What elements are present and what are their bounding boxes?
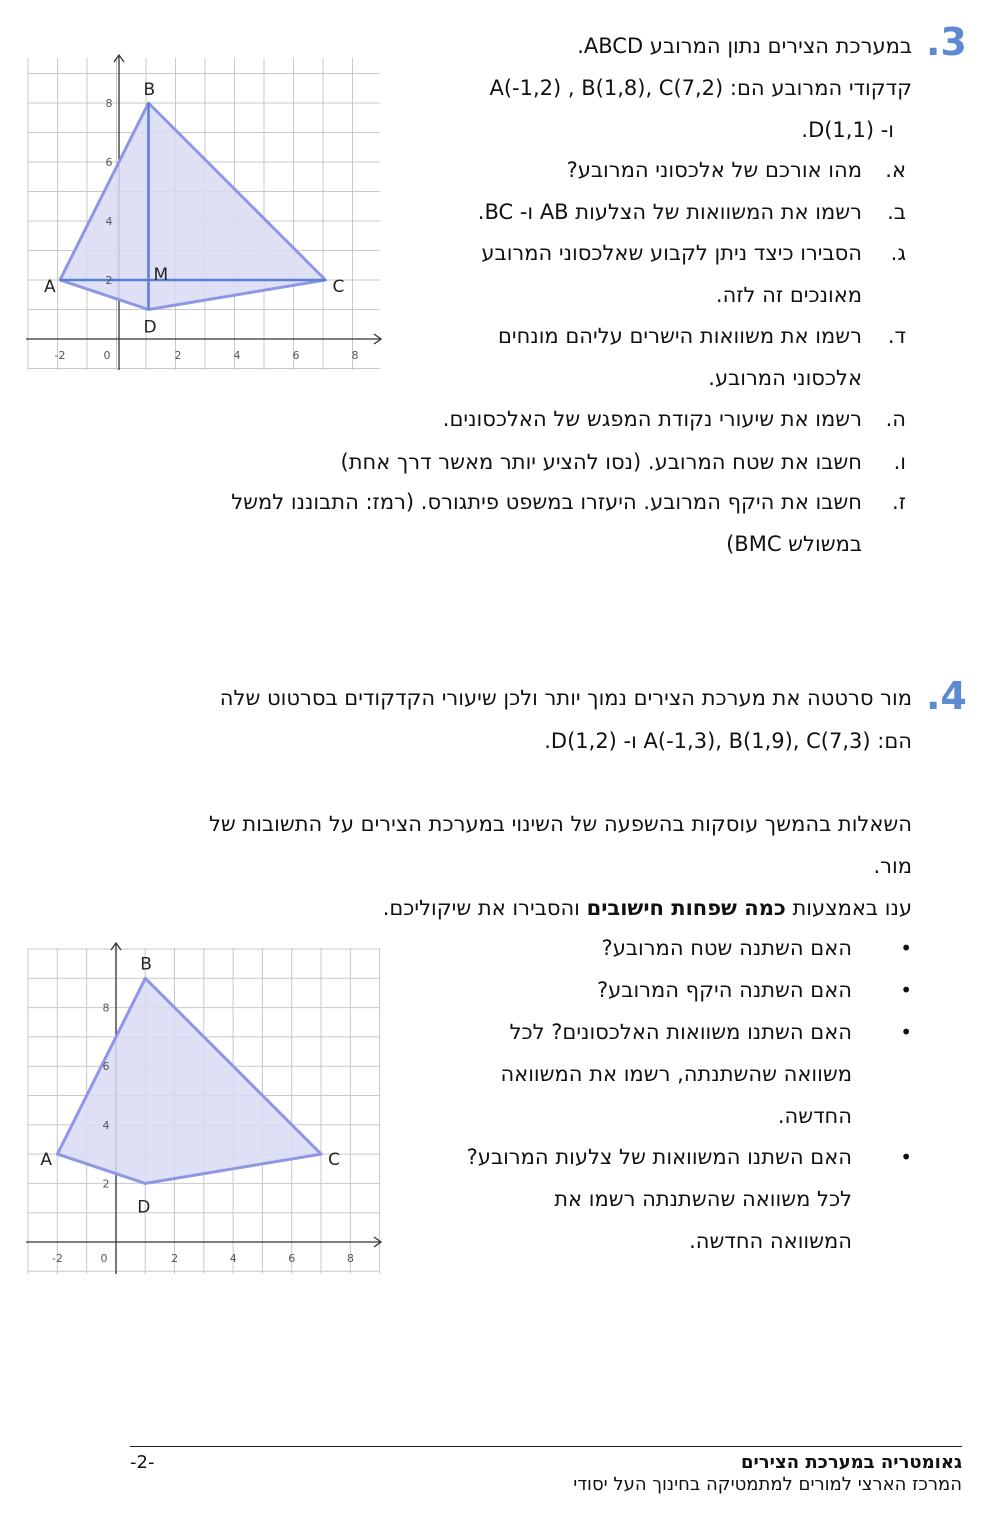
- q4-bullet-1: [312, 936, 912, 978]
- vertex-label-a: A: [44, 277, 56, 297]
- item-text: חשבו את היקף המרובע. היעזרו במשפט פיתגורס. (רמז: התבוננו למשל: [231, 490, 862, 514]
- x-tick-label: 6: [292, 349, 300, 362]
- footer-divider: [130, 1446, 962, 1447]
- item-mark: ה.: [885, 407, 906, 431]
- instructions-bold: כמה שפחות חישובים: [586, 896, 786, 920]
- q3-intro-line2: קדקודי המרובע הם: A(-1,2) , B(1,8), C(7,2): [489, 76, 912, 100]
- question-number-3: .3: [926, 20, 967, 64]
- vertex-label-c: C: [332, 277, 345, 297]
- page-number: -2-: [130, 1452, 155, 1473]
- q3-intro-line1: במערכת הצירים נתון המרובע ABCD.: [577, 34, 912, 58]
- quadrilateral-abcd: [60, 103, 326, 310]
- q4-coordinate-graph: [22, 940, 384, 1278]
- bullet-text: האם השתנה היקף המרובע?: [597, 978, 852, 1002]
- q4-bullet-4: [312, 1145, 912, 1271]
- q3-item-a: [306, 158, 906, 200]
- bullet-icon: •: [900, 936, 912, 960]
- item-text: רשמו את המשוואות של הצלעות AB ו- BC.: [477, 200, 862, 224]
- vertex-label-a: A: [40, 1150, 53, 1171]
- bullet-icon: •: [900, 1145, 912, 1169]
- q3-item-e: [206, 407, 906, 449]
- bullet-text-cont: לכל משוואה שהשתנתה רשמו את: [554, 1187, 852, 1211]
- q4-bullet-2: [312, 978, 912, 1020]
- question-number-4: .4: [926, 674, 967, 718]
- x-tick-label: 8: [346, 1252, 354, 1265]
- item-mark: ז.: [892, 490, 906, 514]
- y-tick-label: 4: [102, 1118, 110, 1132]
- vertex-label-c: C: [328, 1150, 340, 1171]
- instructions-pre: ענו באמצעות: [785, 896, 912, 920]
- bullet-text-cont: החדשה.: [777, 1104, 852, 1128]
- q4-intro-line1: מור סרטטה את מערכת הצירים נמוך יותר ולכן שיעורי הקדקודים בסרטוט שלה: [219, 686, 912, 710]
- item-mark: ו.: [893, 450, 906, 474]
- item-text: הסבירו כיצד ניתן לקבוע שאלכסוני המרובע: [481, 241, 862, 265]
- bullet-text-cont: המשוואה החדשה.: [689, 1229, 852, 1253]
- item-text-cont: במשולש BMC): [726, 532, 862, 556]
- item-text: רשמו את שיעורי נקודת המפגש של האלכסונים.: [442, 407, 862, 431]
- bullet-icon: •: [900, 1020, 912, 1044]
- vertex-label-d: D: [143, 317, 157, 338]
- vertex-label-b: B: [143, 80, 156, 100]
- q4-intro-line2: הם: A(-1,3), B(1,9), C(7,3) ו- D(1,2).: [544, 729, 912, 753]
- x-tick-label: 4: [229, 1252, 237, 1265]
- y-tick-label: 8: [105, 97, 113, 110]
- q3-coordinate-graph: [22, 52, 384, 374]
- x-tick-label: -2: [54, 349, 66, 362]
- y-tick-label: 8: [102, 1001, 110, 1015]
- y-tick-label: 6: [105, 156, 113, 169]
- vertex-label-b: B: [140, 954, 152, 975]
- item-mark: ד.: [887, 324, 906, 348]
- q4-text-line4: מור.: [873, 854, 912, 878]
- q3-item-c: [306, 241, 906, 325]
- x-tick-label: 4: [233, 349, 241, 362]
- x-tick-label: 0: [100, 1252, 108, 1265]
- quadrilateral-abcd: [57, 978, 321, 1183]
- y-tick-label: 2: [102, 1177, 110, 1191]
- q3-item-d: [306, 324, 906, 408]
- y-tick-label: 6: [102, 1060, 110, 1074]
- x-tick-label: 2: [171, 1252, 179, 1265]
- item-text-cont: אלכסוני המרובע.: [708, 366, 862, 390]
- q4-text-line3: השאלות בהמשך עוסקות בהשפעה של השינוי במערכת הצירים על התשובות של: [208, 812, 912, 836]
- instructions-post: והסבירו את שיקוליכם.: [382, 896, 587, 920]
- q3-intro-line3: ו- D(1,1).: [801, 118, 894, 142]
- x-tick-label: 0: [103, 349, 111, 362]
- bullet-text: האם השתנה שטח המרובע?: [601, 936, 852, 960]
- item-text: רשמו את משוואות הישרים עליהם מונחים: [497, 324, 862, 348]
- bullet-icon: •: [900, 978, 912, 1002]
- footer-title: גאומטריה במערכת הצירים: [740, 1452, 962, 1473]
- x-tick-label: 2: [174, 349, 182, 362]
- bullet-text-cont: משוואה שהשתנתה, רשמו את המשוואה: [500, 1062, 852, 1086]
- item-mark: ב.: [887, 200, 906, 224]
- q3-item-b: [306, 200, 906, 242]
- x-tick-label: 8: [351, 349, 359, 362]
- item-text: מהו אורכם של אלכסוני המרובע?: [566, 158, 862, 182]
- y-tick-label: 2: [105, 274, 113, 287]
- q3-item-g: [106, 490, 906, 574]
- y-tick-label: 4: [105, 215, 113, 228]
- bullet-text: האם השתנו המשוואות של צלעות המרובע?: [466, 1145, 852, 1169]
- vertex-label-d: D: [137, 1197, 151, 1218]
- item-mark: ג.: [890, 241, 906, 265]
- q4-bullet-3: [312, 1020, 912, 1146]
- footer-subtitle: המרכז הארצי למורים למתמטיקה בחינוך העל יסודי: [573, 1474, 962, 1495]
- bullet-text: האם השתנו משוואות האלכסונים? לכל: [509, 1020, 852, 1044]
- item-text-cont: מאונכים זה לזה.: [715, 283, 862, 307]
- item-text: חשבו את שטח המרובע. (נסו להציע יותר מאשר דרך אחת): [340, 450, 862, 474]
- x-tick-label: 6: [288, 1252, 296, 1265]
- q4-instructions: [383, 896, 912, 920]
- item-mark: א.: [885, 158, 906, 182]
- x-tick-label: -2: [51, 1252, 63, 1265]
- vertex-label-m: M: [153, 265, 169, 285]
- q3-item-f: [106, 450, 906, 492]
